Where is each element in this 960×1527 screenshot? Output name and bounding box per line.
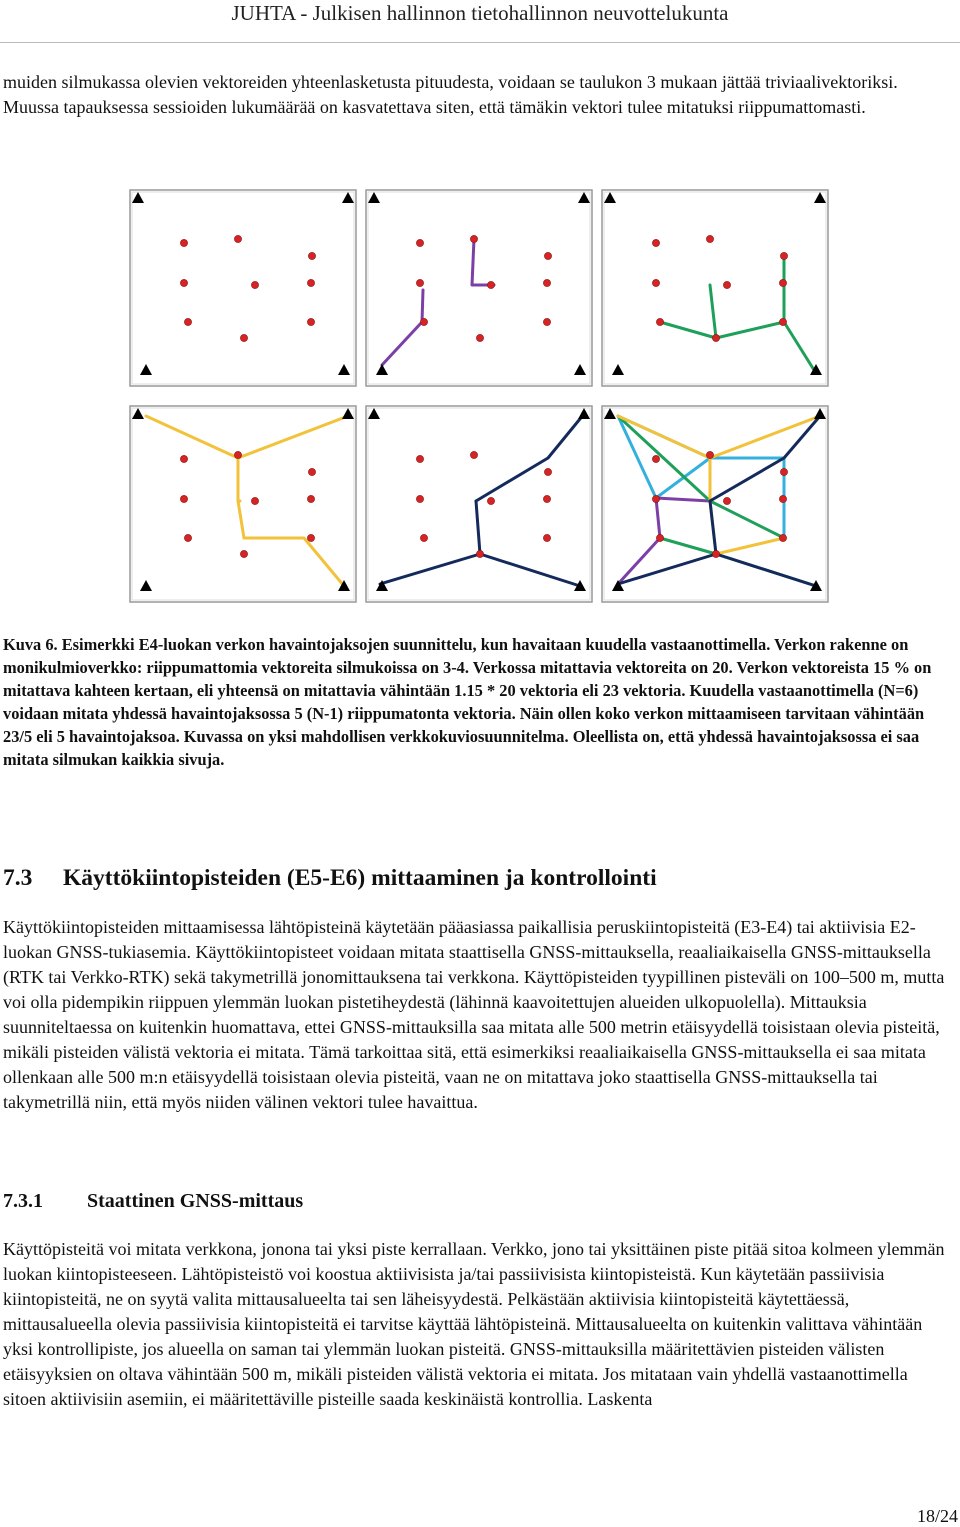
control-point-dot-icon: [470, 451, 477, 458]
control-point-dot-icon: [780, 468, 787, 475]
control-point-dot-icon: [544, 252, 551, 259]
control-point-dot-icon: [487, 281, 494, 288]
control-point-dot-icon: [712, 550, 719, 557]
control-point-dot-icon: [180, 239, 187, 246]
control-point-dot-icon: [184, 318, 191, 325]
control-point-dot-icon: [543, 534, 550, 541]
section-7-3-1-body: Käyttöpisteitä voi mitata verkkona, jonona tai yksi piste kerrallaan. Verkko, jono tai yksittäinen piste pitää sitoa kolmeen ylemmän luokan kiintopisteeseen. Lähtöpisteistö voi koostua aktiivisista ja/tai passiivisista kiintopisteistä. Kun käytetään passiivisia kiintopisteitä, ne on syytä valita mittausalueelta tai sen läheisyydestä. Pelkästään aktiivisia kiintopisteitä käytettäessä, mittausalueella olevia passiivisia kiintopisteitä ei tarvitse käyttää lähtöpisteinä. Mittausalueelta on kuitenkin valittava vähintään yksi kontrollipiste, jos alueella on saman tai ylemmän luokan pisteitä. GNSS-mittauksilla määritettävien pisteiden välisten etäisyyksien on oltava vähintään 500 m, mikäli pisteiden välistä vektoria ei mitata. Jos mitataan vain yhdellä vastaanottimella sitoen aktiivisiin asemiin, ei määritettäville pisteille saada keskinäistä kontrollia. Laskenta: [3, 1239, 945, 1409]
control-point-dot-icon: [544, 468, 551, 475]
control-point-dot-icon: [180, 455, 187, 462]
panel-frame: [366, 406, 592, 602]
subsection-number: 7.3.1: [3, 1190, 43, 1212]
control-point-dot-icon: [543, 495, 550, 502]
control-point-dot-icon: [543, 279, 550, 286]
control-point-dot-icon: [251, 281, 258, 288]
control-point-dot-icon: [307, 279, 314, 286]
control-point-dot-icon: [487, 497, 494, 504]
control-point-dot-icon: [240, 550, 247, 557]
control-point-dot-icon: [416, 495, 423, 502]
control-point-dot-icon: [706, 235, 713, 242]
control-point-dot-icon: [476, 550, 483, 557]
control-point-dot-icon: [416, 279, 423, 286]
control-point-dot-icon: [308, 252, 315, 259]
header-divider: [0, 42, 960, 43]
control-point-dot-icon: [723, 497, 730, 504]
control-point-dot-icon: [476, 334, 483, 341]
figure-panel-6: [602, 406, 828, 602]
control-point-dot-icon: [416, 239, 423, 246]
control-point-dot-icon: [652, 279, 659, 286]
control-point-dot-icon: [652, 455, 659, 462]
control-point-dot-icon: [420, 534, 427, 541]
section-7-3-body: Käyttökiintopisteiden mittaamisessa lähtöpisteinä käytetään pääasiassa paikallisia peruskiintopisteitä (E3-E4) tai aktiivisia E2-luokan GNSS-tukiasemia. Käyttökiintopisteet voidaan mitata staattisella GNSS-mittauksella, reaaliaikaisella GNSS-mittauksella (RTK tai Verkko-RTK) sekä takymetrillä jonomittauksena tai verkkona. Käyttöpisteiden tyypillinen pisteväli on 100–500 m, mutta voi olla pidempikin riippuen ylemmän luokan pistetiheydestä (lähinnä kaavoitettujen alueiden ulkopuolella). Mittauksia suunniteltaessa on kuitenkin huomattava, ettei GNSS-mittauksilla saa mitata alle 500 metrin etäisyydellä toisistaan olevia pisteitä, mikäli pisteiden välistä vektoria ei mitata. Tämä tarkoittaa sitä, että esimerkiksi reaaliaikaisella GNSS-mittauksella ei saa mitata ollenkaan alle 500 m:n etäisyydellä toisistaan olevia pisteitä, vaan ne on mitattava joko staattisella GNSS-mittauksella tai takymetrillä niin, että myös niiden välinen vektori tulee havaittua.: [3, 917, 945, 1112]
control-point-dot-icon: [543, 318, 550, 325]
control-point-dot-icon: [234, 451, 241, 458]
control-point-dot-icon: [706, 451, 713, 458]
section-heading-7-3: [3, 863, 657, 893]
control-point-dot-icon: [416, 455, 423, 462]
figure-caption: Kuva 6. Esimerkki E4-luokan verkon havaintojaksojen suunnittelu, kun havaitaan kuudella vastaanottimella. Verkon rakenne on monikulmioverkko: riippumattomia vektoreita silmukoissa on 3-4. Verkossa mitattavia vektoreita on 20. Verkon vektoreista 15 % on mitattava kahteen kertaan, eli yhteensä on mitattavia vähintään 1.15 * 20 vektoria eli 23 vektoria. Kuudella vastaanottimella (N=6) voidaan mitata yhdessä havaintojaksossa 5 (N-1) riippumatonta vektoria. Näin ollen koko verkon mittaamiseen tarvitaan vähintään 23/5 eli 5 havaintojaksoa. Kuvassa on yksi mahdollisen verkkokuviosuunnitelma. Oleellista on, että yhdessä havaintojaksossa ei saa mitata silmukan kaikkia sivuja.: [3, 635, 932, 769]
section-heading-7-3-1: [3, 1187, 303, 1215]
control-point-dot-icon: [780, 252, 787, 259]
page-number: 18/24: [916, 1506, 958, 1526]
figure-panel-1: [130, 190, 356, 386]
control-point-dot-icon: [184, 534, 191, 541]
control-point-dot-icon: [779, 279, 786, 286]
figure-panel-3: [602, 190, 828, 386]
control-point-dot-icon: [652, 239, 659, 246]
control-point-dot-icon: [420, 318, 427, 325]
control-point-dot-icon: [712, 334, 719, 341]
control-point-dot-icon: [307, 318, 314, 325]
control-point-dot-icon: [470, 235, 477, 242]
section-title: Käyttökiintopisteiden (E5-E6) mittaaminen ja kontrollointi: [63, 865, 657, 891]
intro-paragraph: muiden silmukassa olevien vektoreiden yhteenlasketusta pituudesta, voidaan se taulukon 3 mukaan jättää triviaalivektoriksi. Muussa tapauksessa sessioiden lukumäärää on kasvatettava siten, että tämäkin vektori tulee mitatuksi riippumattomasti.: [3, 72, 898, 117]
panel-frame: [602, 190, 828, 386]
control-point-dot-icon: [656, 318, 663, 325]
control-point-dot-icon: [307, 495, 314, 502]
subsection-title: Staattinen GNSS-mittaus: [87, 1190, 304, 1212]
control-point-dot-icon: [308, 468, 315, 475]
figure-panel-4: [130, 406, 356, 602]
panel-frame: [366, 190, 592, 386]
control-point-dot-icon: [779, 534, 786, 541]
figure-panel-5: [366, 406, 592, 602]
figure-panel-2: [366, 190, 592, 386]
section-number: 7.3: [3, 865, 33, 891]
control-point-dot-icon: [240, 334, 247, 341]
control-point-dot-icon: [251, 497, 258, 504]
control-point-dot-icon: [180, 495, 187, 502]
control-point-dot-icon: [234, 235, 241, 242]
network-session-figure: [128, 188, 834, 612]
panel-frame: [130, 406, 356, 602]
control-point-dot-icon: [652, 495, 659, 502]
running-header: JUHTA - Julkisen hallinnon tietohallinnon neuvottelukunta: [231, 1, 729, 25]
control-point-dot-icon: [656, 534, 663, 541]
control-point-dot-icon: [723, 281, 730, 288]
control-point-dot-icon: [779, 318, 786, 325]
panel-frame: [130, 190, 356, 386]
control-point-dot-icon: [307, 534, 314, 541]
control-point-dot-icon: [180, 279, 187, 286]
control-point-dot-icon: [779, 495, 786, 502]
